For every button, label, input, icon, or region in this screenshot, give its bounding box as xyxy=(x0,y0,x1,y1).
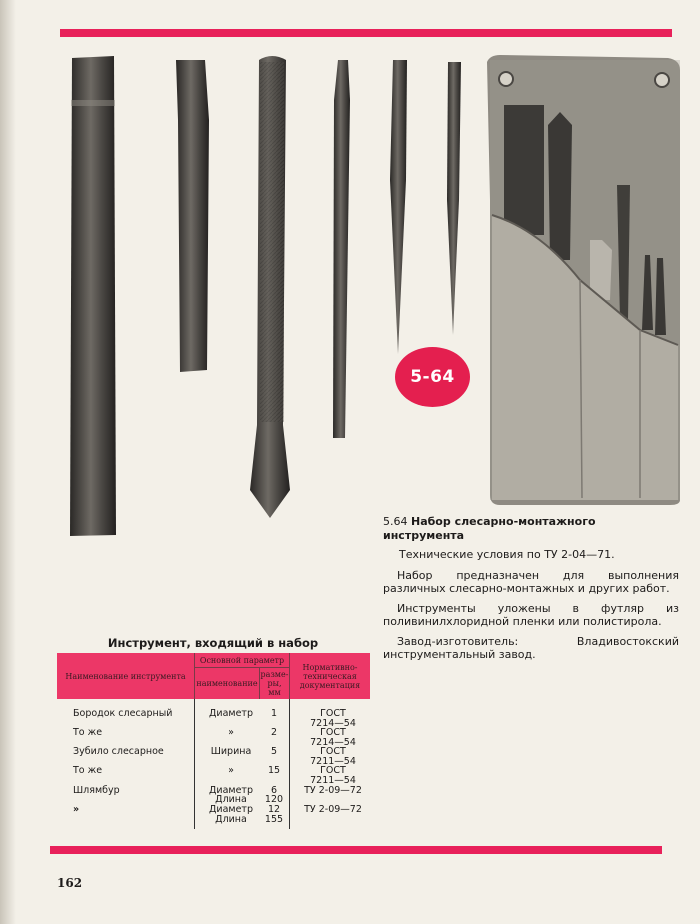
section-heading xyxy=(383,515,679,542)
row-size: 5 xyxy=(270,746,278,757)
row-name: Шлямбур xyxy=(73,785,120,796)
header-name: Наименование инструмента xyxy=(65,671,186,681)
punch-3 xyxy=(447,62,461,335)
chisel-medium xyxy=(176,60,209,372)
row-name: То же xyxy=(73,765,103,776)
description-paragraph: Набор предназначен для выполнения различных слесарно-монтажных и других работ. xyxy=(383,568,679,595)
punch-2 xyxy=(390,60,407,354)
row-norm: ГОСТ xyxy=(320,765,346,776)
row-norm: ТУ 2-09—72 xyxy=(304,804,362,815)
row-param: Длина xyxy=(215,794,247,805)
page-number: 162 xyxy=(57,876,83,890)
description-paragraph: Завод-изготовитель: Владивостокский инструментальный завод. xyxy=(383,634,679,661)
row-size: 6 xyxy=(270,785,278,796)
row-name: » xyxy=(73,804,80,815)
technical-conditions: Технические условия по ТУ 2-04—71. xyxy=(399,548,615,561)
row-param: Диаметр xyxy=(209,785,253,796)
row-param: » xyxy=(228,727,234,738)
row-size: 120 xyxy=(264,794,284,805)
row-norm: 7211—54 xyxy=(310,756,356,767)
table-header xyxy=(57,653,370,699)
row-norm: 7214—54 xyxy=(310,737,356,748)
row-size: 12 xyxy=(267,804,281,815)
row-norm: 7214—54 xyxy=(310,718,356,729)
row-name: Бородок слесарный xyxy=(73,708,173,719)
row-name: Зубило слесарное xyxy=(73,746,164,757)
table-body xyxy=(57,699,370,829)
section-number: 5.64 xyxy=(383,515,408,528)
row-norm: ГОСТ xyxy=(320,746,346,757)
bottom-rule xyxy=(50,846,662,854)
header-norm: Нормативно-техническая документация xyxy=(299,662,361,690)
row-size: 15 xyxy=(267,765,281,776)
row-norm: ГОСТ xyxy=(320,708,346,719)
row-param: Диаметр xyxy=(209,804,253,815)
row-name: То же xyxy=(73,727,103,738)
row-param: Диаметр xyxy=(209,708,253,719)
row-norm: 7211—54 xyxy=(310,775,356,786)
section-description xyxy=(383,515,679,668)
row-param: » xyxy=(228,765,234,776)
row-param: Ширина xyxy=(210,746,252,757)
section-title: Набор слесарно-монтажного инструмента xyxy=(383,515,596,542)
punch-1 xyxy=(333,60,350,438)
header-param-name: наименование xyxy=(196,679,258,688)
row-size: 1 xyxy=(270,708,278,719)
row-size: 155 xyxy=(264,814,284,825)
row-param: Длина xyxy=(215,814,247,825)
header-param-group: Основной параметр xyxy=(199,655,285,665)
row-norm: ГОСТ xyxy=(320,727,346,738)
description-paragraph: Инструменты уложены в футляр из поливинилхлоридной пленки или полистирола. xyxy=(383,601,679,628)
header-param-size: разме-ры, мм xyxy=(260,670,289,697)
tool-pouch xyxy=(487,55,680,505)
row-norm: ТУ 2-09—72 xyxy=(304,785,362,796)
row-size: 2 xyxy=(270,727,278,738)
section-badge: 5-64 xyxy=(395,347,470,407)
table-title: Инструмент, входящий в набор xyxy=(107,636,319,650)
chisel-large xyxy=(70,56,116,536)
